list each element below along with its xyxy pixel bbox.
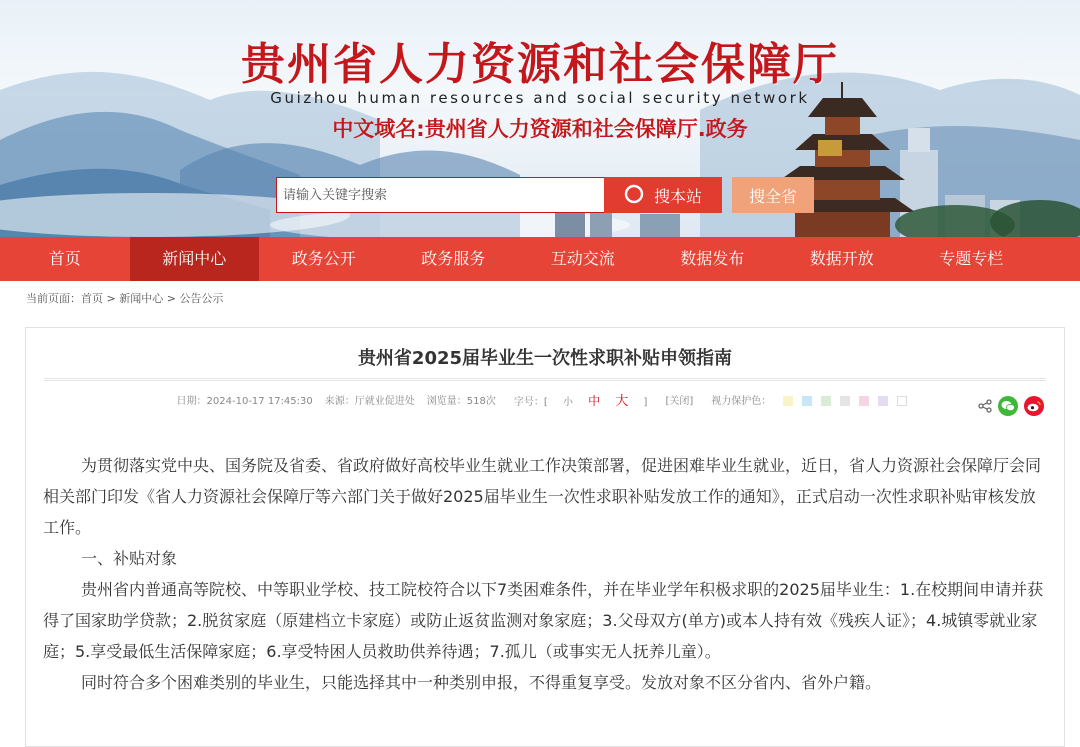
breadcrumb-home[interactable]: 首页 — [81, 292, 103, 305]
paragraph-note: 同时符合多个困难类别的毕业生，只能选择其中一种类别申报，不得重复享受。发放对象不区分省内、省外户籍。 — [81, 673, 882, 692]
vision-protection — [705, 392, 913, 407]
vision-color-swatch[interactable] — [897, 396, 907, 406]
search-site-label: 搜本站 — [653, 186, 702, 206]
weibo-icon[interactable] — [1024, 396, 1044, 416]
search-all-button[interactable]: 搜全省 — [732, 177, 814, 213]
domain-name-line: 中文域名:贵州省人力资源和社会保障厅.政务 — [332, 117, 748, 141]
main-nav — [0, 237, 1080, 281]
nav-item-open-data[interactable]: 数据开放 — [809, 249, 874, 268]
font-size-control — [508, 390, 654, 409]
wechat-icon[interactable] — [998, 396, 1018, 416]
paragraph-intro: 为贯彻落实党中央、国务院及省委、省政府做好高校毕业生就业工作决策部署，促进困难毕业生就业，近日，省人力资源社会保障厅会同相关部门印发《省人力资源社会保障厅等六部门关于做好2025届毕业生一次性求职补贴发放工作的通知》，正式启动一次性求职补贴审核发放工作。 — [43, 456, 1042, 537]
vision-color-swatch[interactable] — [859, 396, 869, 406]
view-count: 浏览量：518次 — [426, 395, 496, 407]
nav-item-home[interactable]: 首页 — [48, 249, 81, 268]
article-body — [43, 450, 1047, 698]
title-divider — [44, 378, 1046, 381]
vision-color-swatch[interactable] — [802, 396, 812, 406]
vision-color-swatch[interactable] — [878, 396, 888, 406]
breadcrumb-separator: > — [163, 292, 180, 305]
font-size-medium[interactable]: 中 — [588, 393, 601, 408]
publish-date: 日期：2024-10-17 17:45:30 — [176, 395, 313, 407]
site-banner — [0, 0, 1080, 237]
article-source: 来源：厅就业促进处 — [324, 395, 415, 407]
article-title: 贵州省2025届毕业生一次性求职补贴申领指南 — [357, 348, 733, 369]
nav-item-special-topics[interactable]: 专题专栏 — [939, 249, 1004, 268]
search-input[interactable] — [276, 177, 604, 213]
breadcrumb-notices[interactable]: 公告公示 — [179, 292, 224, 305]
search-bar — [276, 177, 814, 213]
share-icon[interactable] — [978, 399, 992, 413]
magnifier-icon — [624, 184, 646, 206]
breadcrumb-prefix: 当前页面： — [26, 292, 81, 305]
nav-item-news[interactable]: 新闻中心 — [130, 237, 260, 281]
vision-color-swatch[interactable] — [783, 396, 793, 406]
nav-item-gov-services[interactable]: 政务服务 — [421, 249, 486, 268]
article-panel — [25, 327, 1065, 747]
breadcrumb — [0, 281, 1080, 317]
font-size-small[interactable]: 小 — [562, 396, 573, 408]
site-title: 贵州省人力资源和社会保障厅 — [241, 39, 839, 90]
section-heading: 一、补贴对象 — [81, 549, 178, 568]
vision-color-swatch[interactable] — [821, 396, 831, 406]
paragraph-eligibility: 贵州省内普通高等院校、中等职业学校、技工院校符合以下7类困难条件，并在毕业学年积极求职的2025届毕业生：1.在校期间申请并获得了国家助学贷款；2.脱贫家庭（原建档立卡家庭）或防止返贫监测对象家庭；3.父母双方(单方)或本人持有效《残疾人证》；4.城镇零就业家庭；5.享受最低生活保障家庭；6.享受特困人员救助供养待遇；7.孤儿（或事实无人抚养儿童）。 — [43, 580, 1044, 661]
font-size-close-bracket: ] — [643, 396, 648, 408]
breadcrumb-news[interactable]: 新闻中心 — [119, 292, 164, 305]
vision-label: 视力保护色： — [711, 395, 772, 407]
nav-item-data-release[interactable]: 数据发布 — [680, 249, 745, 268]
nav-item-interaction[interactable]: 互动交流 — [550, 249, 615, 268]
nav-item-gov-affairs[interactable]: 政务公开 — [291, 249, 356, 268]
close-page-link[interactable]: [关闭] — [665, 395, 694, 407]
search-site-button[interactable] — [604, 177, 722, 213]
font-size-large[interactable]: 大 — [615, 393, 629, 409]
share-bar — [978, 396, 1044, 416]
article-meta — [26, 392, 1064, 409]
vision-color-swatch[interactable] — [840, 396, 850, 406]
breadcrumb-separator: > — [103, 292, 120, 305]
font-size-label: 字号：[ — [513, 396, 548, 408]
site-subtitle-en: Guizhou human resources and social security network — [270, 89, 810, 107]
